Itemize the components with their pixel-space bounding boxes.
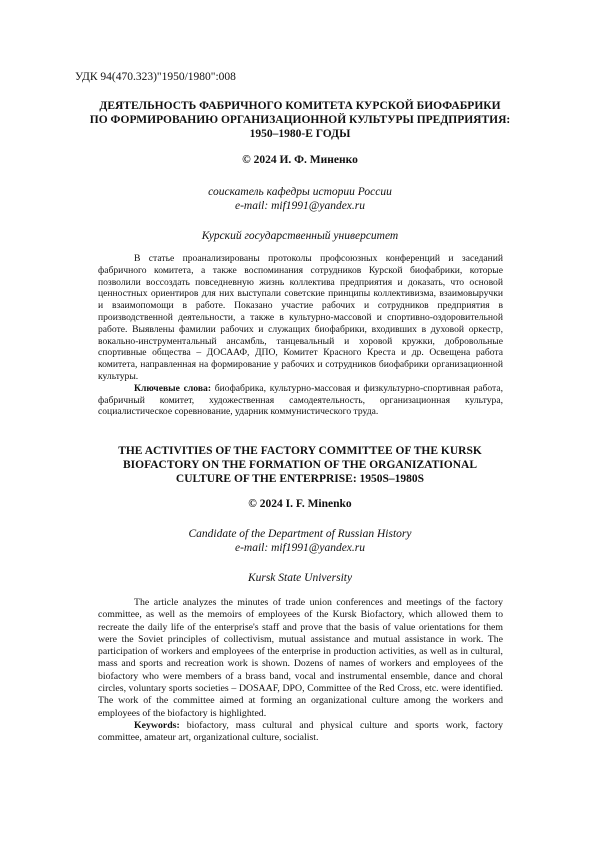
- russian-author: © 2024 И. Ф. Миненко: [242, 154, 358, 166]
- english-author: © 2024 I. F. Minenko: [248, 498, 352, 510]
- english-title: [70, 444, 530, 486]
- english-abstract-block: [98, 597, 503, 745]
- english-author-email: e-mail: mif1991@yandex.ru: [234, 542, 366, 554]
- english-abstract: The article analyzes the minutes of trade union conferences and meetings of the factory committee, as well as the memoirs of employees of the Kursk Biofactory, which allowed them to recreate the daily life of the enterprise's staff and prove that the basis of value orientations for them were the Soviet principles of collectivism, mutual assistance and mutual assistance in work. The participation of workers and employees of the enterprise in production activities, as well as in cultural, mass and sports and recreation work is shown. Dozens of names of workers and employees of the biofactory who were members of a brass band, vocal and instrumental ensemble, dance and choral circles, voluntary sports societies – DOSAAF, DPO, Committee of the Red Cross, etc. were identified. The work of the committee aimed at forming an organizational culture among the workers and employees of the biofactory is highlighted.: [98, 597, 503, 719]
- english-author-position: Candidate of the Department of Russian History: [188, 528, 412, 540]
- russian-abstract: В статье проанализированы протоколы профсоюзных конференций и заседаний фабричного комитета, а также воспоминания сотрудников Курской биофабрики, которые позволили воссоздать повседневную жизнь коллектива предприятия и доказать, что основой ценностных ориентиров для них выступали советские принципы коллективизма, взаимовыручки и взаимопомощи в работе. Показано участие рабочих и сотрудников предприятия в производственной деятельности, а также в культурно-массовой и спортивно-оздоровительной работе. Выявлены фамилии рабочих и служащих биофабрики, входивших в духовой оркестр, вокально-инструментальный ансамбль, танцевальный и хоровой кружки, добровольные спортивные общества – ДОСААФ, ДПО, Комитет Красного Креста и др. Освещена работа комитета, направленная на формирование у рабочих и сотрудников биофабрики организационной культуры.: [98, 253, 503, 382]
- english-affiliation: [0, 527, 600, 555]
- russian-affiliation: [0, 185, 600, 213]
- english-keywords: [98, 720, 503, 745]
- english-university: Kursk State University: [247, 572, 353, 584]
- russian-title: [70, 99, 530, 141]
- english-title-line: BIOFACTORY ON THE FORMATION OF THE ORGANIZATIONAL: [122, 459, 477, 471]
- russian-abstract-block: [98, 253, 503, 418]
- russian-university: Курский государственный университет: [201, 230, 399, 242]
- russian-author-email: e-mail: mif1991@yandex.ru: [234, 200, 366, 212]
- english-title-line: THE ACTIVITIES OF THE FACTORY COMMITTEE OF THE KURSK: [118, 445, 482, 457]
- russian-title-line: ДЕЯТЕЛЬНОСТЬ ФАБРИЧНОГО КОМИТЕТА КУРСКОЙ БИОФАБРИКИ: [99, 100, 501, 112]
- english-keywords-label: Keywords:: [134, 719, 180, 731]
- russian-title-line: ПО ФОРМИРОВАНИЮ ОРГАНИЗАЦИОННОЙ КУЛЬТУРЫ ПРЕДПРИЯТИЯ:: [89, 114, 511, 126]
- english-title-line: CULTURE OF THE ENTERPRISE: 1950S–1980S: [175, 473, 425, 485]
- russian-author-position: соискатель кафедры истории России: [208, 186, 392, 198]
- russian-keywords: [98, 383, 503, 418]
- udk-code: УДК 94(470.323)"1950/1980":008: [75, 71, 236, 83]
- russian-keywords-label: Ключевые слова:: [134, 382, 212, 394]
- russian-title-line: 1950–1980-Е ГОДЫ: [249, 128, 351, 140]
- russian-keywords-text: биофабрика, культурно-массовая и физкультурно-спортивная работа, фабричный комитет, художественная самодеятельность, организационная культура, социалистическое соревнование, ударник коммунистического труда.: [98, 382, 503, 418]
- english-keywords-text: biofactory, mass cultural and physical culture and sports work, factory committee, amateur art, organizational culture, socialist.: [98, 719, 503, 744]
